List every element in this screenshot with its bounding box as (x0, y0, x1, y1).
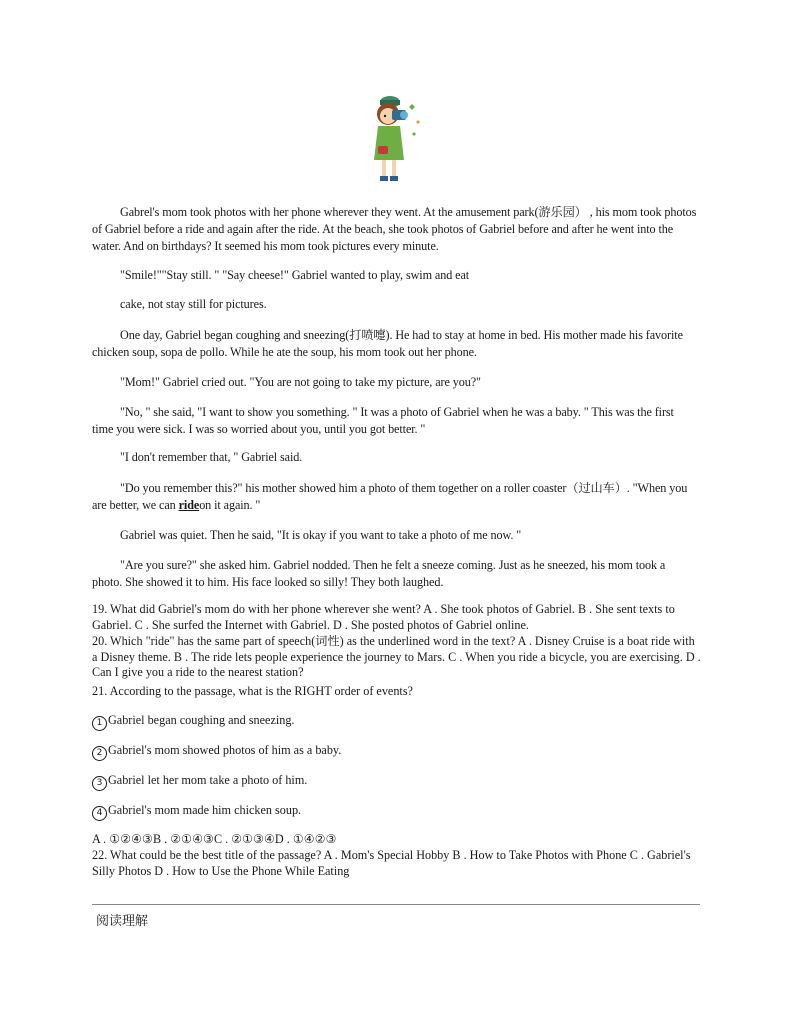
question-21: 21. According to the passage, what is the RIGHT order of events? (92, 684, 413, 698)
paragraph-8 (92, 480, 698, 514)
paragraph-3: cake, not stay still for pictures. (120, 297, 267, 311)
question-20: 20. Which "ride" has the same part of speech(词性) as the underlined word in the text? A . Disney Cruise is a boat ride with a Disney theme. B . The ride lets people experience the journey to Mars. C . When you ride a bicycle, you are exercising. D . Can I give you a ride to the nearest station? (92, 634, 701, 679)
event-1-text: Gabriel began coughing and sneezing. (108, 713, 295, 727)
section-label: 阅读理解 (96, 914, 149, 929)
girl-photographer-illustration (360, 90, 432, 190)
paragraph-10: "Are you sure?" she asked him. Gabriel nodded. Then he felt a sneeze coming. Just as he sneezed, his mom took a photo. She showed it to him. His face looked so silly! They both laughed. (92, 558, 666, 589)
paragraph-7: "I don't remember that, " Gabriel said. (120, 450, 303, 464)
paragraph-8-end: on it again. " (199, 498, 261, 512)
question-21-options: A . ①②④③B . ②①④③C . ②①③④D . ①④②③ (92, 832, 337, 846)
paragraph-8-start: "Do you remember this?" his mother showed him a photo of them together on a roller coaster（过山车）. "When you are better, we can (92, 481, 688, 512)
underlined-word-ride: ride (178, 498, 200, 512)
question-19: 19. What did Gabriel's mom do with her phone wherever she went? A . She took photos of Gabriel. B . She sent texts to Gabriel. C . She surfed the Internet with Gabriel. D . She posted photos of Gabriel online. (92, 602, 675, 632)
paragraph-4: One day, Gabriel began coughing and sneezing(打喷嚏). He had to stay at home in bed. His mother made his favorite chicken soup, sopa de pollo. While he ate the soup, his mom took out her phone. (92, 328, 683, 359)
circled-number-3: 3 (92, 776, 107, 791)
event-4-text: Gabriel's mom made him chicken soup. (108, 803, 302, 817)
section-divider (92, 904, 700, 905)
question-22: 22. What could be the best title of the passage? A . Mom's Special Hobby B . How to Take Photos with Phone C . Gabriel's Silly Photos D . How to Use the Phone While Eating (92, 848, 691, 878)
paragraph-9: Gabriel was quiet. Then he said, "It is okay if you want to take a photo of me now. " (120, 528, 522, 542)
event-4 (92, 803, 702, 821)
event-3 (92, 773, 702, 791)
circled-number-1: 1 (92, 716, 107, 731)
event-2-text: Gabriel's mom showed photos of him as a baby. (108, 743, 342, 757)
circled-number-2: 2 (92, 746, 107, 761)
event-2 (92, 743, 702, 761)
circled-number-4: 4 (92, 806, 107, 821)
paragraph-5: "Mom!" Gabriel cried out. "You are not going to take my picture, are you?" (120, 375, 481, 389)
event-1 (92, 713, 702, 731)
paragraph-2: "Smile!""Stay still. " "Say cheese!" Gabriel wanted to play, swim and eat (120, 268, 470, 282)
paragraph-6: "No, " she said, "I want to show you something. " It was a photo of Gabriel when he was a baby. " This was the first time you were sick. I was so worried about you, until you got better. " (92, 405, 674, 436)
event-3-text: Gabriel let her mom take a photo of him. (108, 773, 308, 787)
paragraph-1: Gabrel's mom took photos with her phone wherever they went. At the amusement park(游乐园） , his mom took photos of Gabriel before a ride and again after the ride. At the beach, she took photos of Gabriel before and after he went into the water. And on birthdays? It seemed his mom took pictures every minute. (92, 205, 697, 253)
